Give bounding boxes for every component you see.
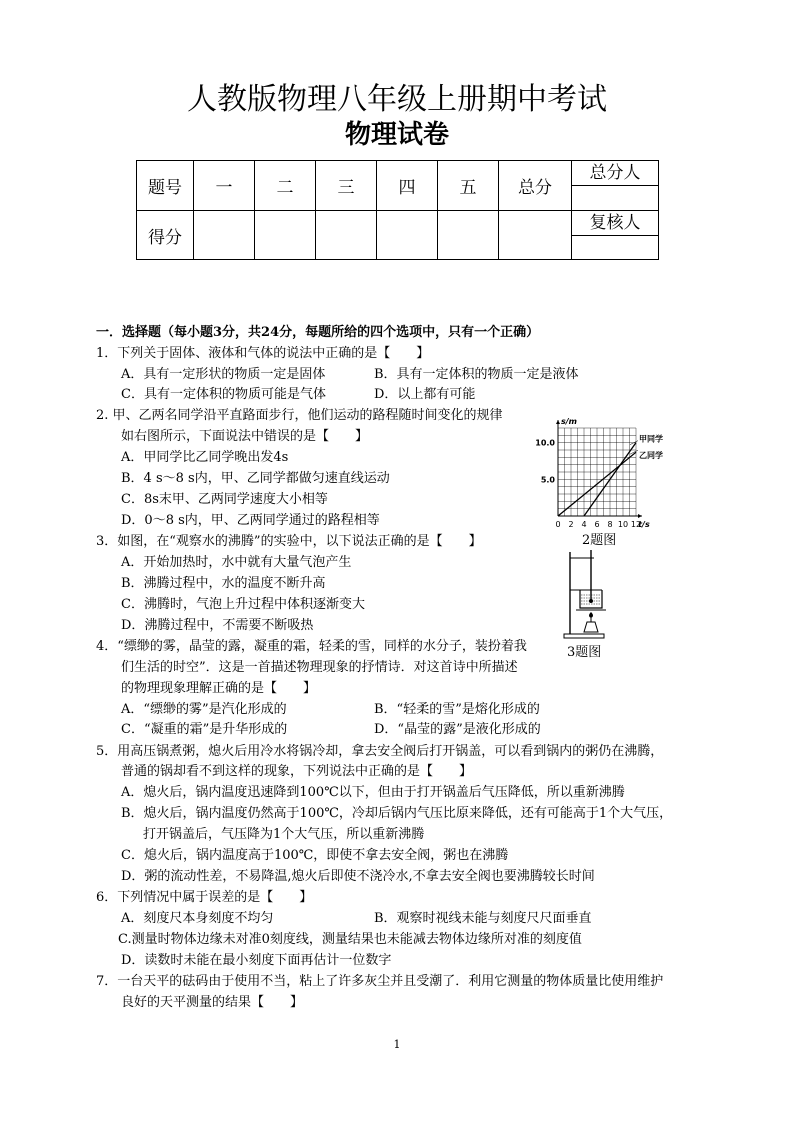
q4-option-c: C．“凝重的霜”是升华形成的 [121,722,288,737]
q1-option-d: D．以上都有可能 [374,387,476,402]
q2-stem-line2: 如右图所示，下面说法中错误的是【 】 [121,429,369,444]
score-2[interactable] [255,211,316,260]
legend-label: 乙同学 [639,451,663,461]
q5-stem-line1: 5．用高压锅煮粥，熄火后用冷水将锅冷却，拿去安全阀后打开锅盖，可以看到锅内的粥仍在沸腾， [96,744,664,759]
score-table [136,160,659,260]
alcohol-lamp [584,622,598,632]
col-4: 四 [377,161,438,211]
q5-option-a: A．熄火后，锅内温度迅速降到100℃以下，但由于打开锅盖后气压降低，所以重新沸腾 [121,785,625,800]
q2-option-c: C．8s末甲、乙两同学速度大小相等 [121,492,328,507]
page-number: 1 [393,1038,401,1051]
col-3: 三 [316,161,377,211]
y-tick-label: 10.0 [535,438,555,448]
q5-stem-line2: 普通的锅却看不到这样的现象，下列说法中正确的是【 】 [121,764,473,779]
fig3-caption: 3题图 [567,645,602,660]
q1-option-a: A．具有一定形状的物质一定是固体 [121,367,326,382]
x-tick-label: 4 [581,520,587,529]
section1-heading: 一．选择题（每小题3分，共24分，每题所给的四个选项中，只有一个正确） [96,325,540,340]
q3-option-b: B．沸腾过程中，水的温度不断升高 [121,576,326,591]
score-4[interactable] [377,211,438,260]
question-number-label: 题号 [137,161,194,211]
q1-option-b: B．具有一定体积的物质一定是液体 [374,367,579,382]
q7-stem-line1: 7．一台天平的砝码由于使用不当，粘上了许多灰尘并且受潮了．利用它测量的物体质量比使用维护 [96,974,664,989]
chart-series [558,441,638,516]
q2-st-chart [528,412,668,530]
paper-subtitle: 物理试卷 [344,120,449,150]
q3-option-d: D．沸腾过程中，不需要不断吸热 [121,618,314,633]
x-tick-label: 12 [630,520,642,529]
x-tick-label: 8 [607,520,613,529]
x-axis-arrow [638,514,642,518]
q5-option-b-line1: B．熄火后，锅内温度仍然高于100℃，冷却后锅内气压比原来降低，还有可能高于1个大气压， [121,806,673,821]
col-5: 五 [438,161,499,211]
y-axis-arrow [556,420,560,424]
q6-stem: 6．下列情况中属于误差的是【 】 [96,890,313,905]
q4-stem-line3: 的物理现象理解正确的是【 】 [121,681,317,696]
q3-stem: 3．如图，在“观察水的沸腾”的实验中，以下说法正确的是【 】 [96,534,482,549]
col-total: 总分 [499,161,572,211]
score-5[interactable] [438,211,499,260]
q2-option-d: D．0～8 s内，甲、乙两同学通过的路程相等 [121,513,380,528]
reviewer-cell [572,211,659,260]
y-tick-label: 5.0 [540,475,555,485]
x-tick-label: 10 [617,520,629,529]
q4-stem-line1: 4．“缥缈的雾，晶莹的露，凝重的霜，轻柔的雪，同样的水分子，装扮着我 [96,639,527,654]
q3-option-a: A．开始加热时，水中就有大量气泡产生 [121,555,352,570]
flame [589,612,593,618]
reviewer-label: 复核人 [572,211,658,236]
score-1[interactable] [194,211,255,260]
col-1: 一 [194,161,255,211]
q4-option-a: A．“缥缈的雾”是汽化形成的 [121,702,287,717]
x-tick-label: 2 [568,520,574,529]
q4-option-b: B．“轻柔的雪”是熔化形成的 [374,702,540,717]
q5-option-c: C．熄火后，锅内温度高于100℃，即使不拿去安全阀，粥也在沸腾 [121,848,509,863]
score-label: 得分 [137,211,194,260]
q6-option-c: C.测量时物体边缘未对准0刻度线，测量结果也未能减去物体边缘所对准的刻度值 [118,932,582,947]
q6-option-d: D．读数时未能在最小刻度下面再估计一位数字 [121,953,392,968]
q3-option-c: C．沸腾时，气泡上升过程中体积逐渐变大 [121,597,365,612]
q4-option-d: D．“晶莹的露”是液化形成的 [374,722,541,737]
y-axis-label: s/m [561,417,578,426]
fig2-caption: 2题图 [582,533,617,548]
chart-grid [558,428,636,516]
chart-labels [535,417,663,529]
q2-stem-line1: 2. 甲、乙两名同学沿平直路面步行，他们运动的路程随时间变化的规律 [96,408,503,423]
q2-option-a: A．甲同学比乙同学晚出发4s [121,450,289,465]
score-total[interactable] [499,211,572,260]
q7-stem-line2: 良好的天平测量的结果【 】 [121,995,304,1010]
q4-stem-line2: 们生活的时空”．这是一首描述物理现象的抒情诗．对这首诗中所描述 [121,660,518,675]
scorer-blank[interactable] [572,186,658,210]
q1-stem: 1．下列关于固体、液体和气体的说法中正确的是【 】 [96,346,430,361]
x-axis-label: t/s [638,520,650,529]
legend-label: 甲同学 [639,434,663,444]
q2-option-b: B．4 s～8 s内，甲、乙同学都做匀速直线运动 [121,471,390,486]
chart-axes [556,420,642,518]
q6-option-a: A．刻度尺本身刻度不均匀 [121,911,274,926]
boiling-apparatus-illustration [560,548,612,640]
exam-title: 人教版物理八年级上册期中考试 [187,82,607,117]
col-2: 二 [255,161,316,211]
q6-option-b: B．观察时视线未能与刻度尺尺面垂直 [374,911,592,926]
score-3[interactable] [316,211,377,260]
reviewer-blank[interactable] [572,236,658,259]
stand-base [564,634,604,638]
q5-option-b-line2: 打开锅盖后，气压降为1个大气压，所以重新沸腾 [143,827,425,842]
x-tick-label: 6 [594,520,600,529]
x-tick-label: 0 [555,520,561,529]
q5-option-d: D．粥的流动性差，不易降温,熄火后即使不浇冷水,不拿去安全阀也要沸腾较长时间 [121,869,595,884]
scorer-label: 总分人 [572,161,658,186]
scorer-cell [572,161,659,211]
q1-option-c: C．具有一定体积的物质可能是气体 [121,387,326,402]
